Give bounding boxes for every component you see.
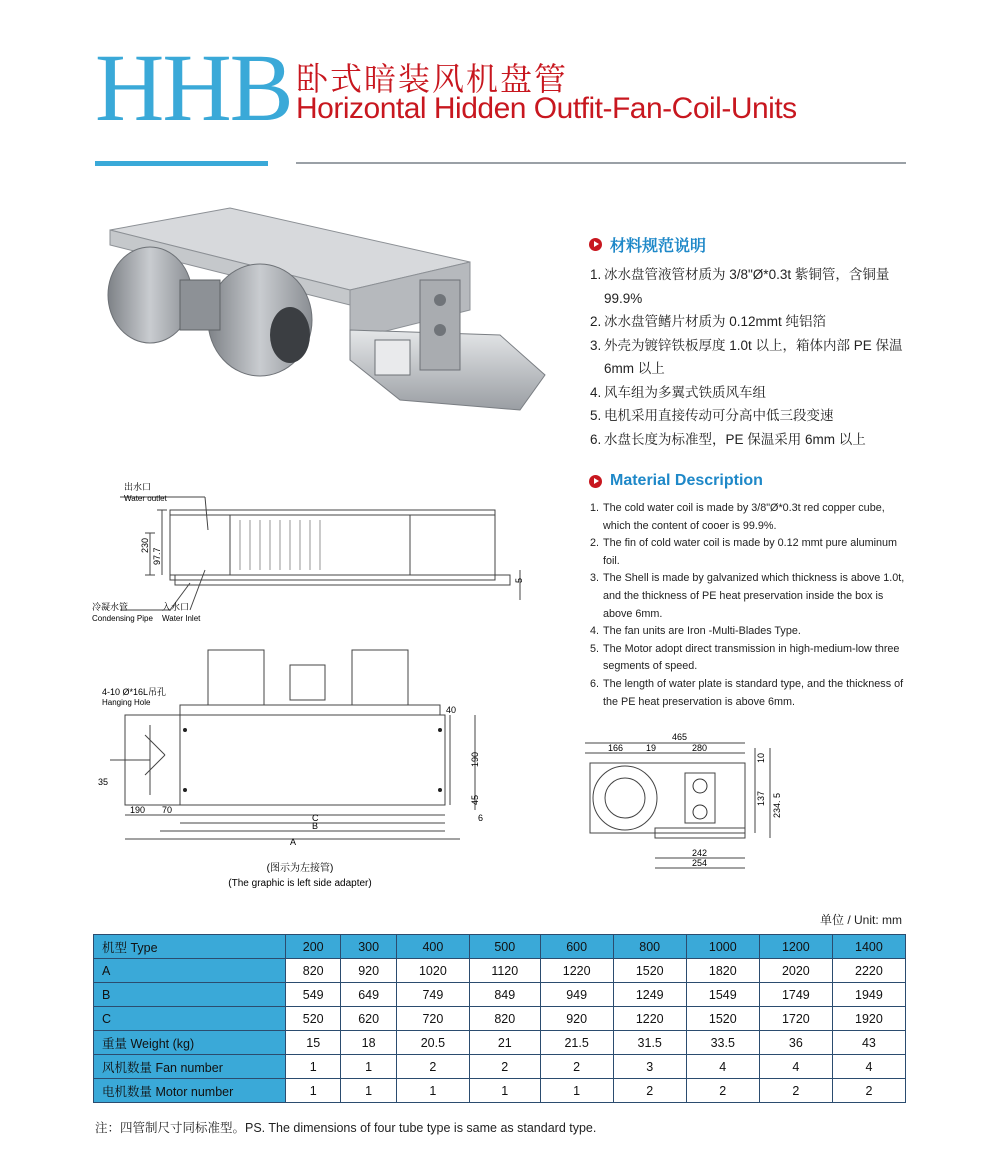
material-en-list xyxy=(590,500,908,711)
hanging-hole-en: Hanging Hole xyxy=(102,698,151,707)
row-label: 机型 Type xyxy=(94,935,286,959)
dim-190h: 190 xyxy=(130,805,146,815)
footnote: 注：四管制尺寸同标准型。PS. The dimensions of four tube type is same as standard type. xyxy=(95,1121,597,1135)
table-cell: 1020 xyxy=(396,959,469,983)
dim-5: 5 xyxy=(514,577,524,583)
material-cn-heading xyxy=(589,233,706,256)
table-cell: 15 xyxy=(286,1031,341,1055)
play-bullet-icon xyxy=(589,475,602,488)
dim-465: 465 xyxy=(672,732,688,742)
table-cell: 43 xyxy=(832,1031,905,1055)
table-cell: 1 xyxy=(469,1079,540,1103)
table-cell: 2 xyxy=(759,1079,832,1103)
caption-cn: (图示为左接管) xyxy=(266,863,334,874)
dim-166: 166 xyxy=(608,743,624,753)
table-cell: 1400 xyxy=(832,935,905,959)
table-cell: 600 xyxy=(540,935,613,959)
table-header-row xyxy=(94,935,906,959)
water-inlet-cn: 入水口 xyxy=(162,602,190,612)
material-en-heading xyxy=(589,472,763,490)
water-outlet-en: Water outlet xyxy=(124,494,167,503)
condensing-pipe-cn: 冷凝水管 xyxy=(92,602,129,612)
table-cell: 1920 xyxy=(832,1007,905,1031)
table-cell: 2 xyxy=(613,1079,686,1103)
table-row xyxy=(94,1055,906,1079)
table-cell: 36 xyxy=(759,1031,832,1055)
table-cell: 2 xyxy=(540,1055,613,1079)
dim-234: 234. 5 xyxy=(772,792,782,818)
list-item: 4. The fan units are Iron -Multi-Blades Type. xyxy=(590,625,801,638)
table-cell: 920 xyxy=(341,959,396,983)
table-cell: 4 xyxy=(759,1055,832,1079)
list-item: 4. 风车组为多翼式铁质风车组 xyxy=(590,384,766,400)
table-cell: 4 xyxy=(832,1055,905,1079)
table-cell: 1 xyxy=(341,1055,396,1079)
table-cell: 1520 xyxy=(686,1007,759,1031)
table-cell: 400 xyxy=(396,935,469,959)
table-cell: 749 xyxy=(396,983,469,1007)
product-photo xyxy=(100,200,550,440)
table-cell: 33.5 xyxy=(686,1031,759,1055)
dim-45: 45 xyxy=(470,794,480,805)
table-cell: 1720 xyxy=(759,1007,832,1031)
table-cell: 1949 xyxy=(832,983,905,1007)
table-cell: 720 xyxy=(396,1007,469,1031)
table-cell: 920 xyxy=(540,1007,613,1031)
table-cell: 21.5 xyxy=(540,1031,613,1055)
table-cell: 620 xyxy=(341,1007,396,1031)
dim-19: 19 xyxy=(646,743,657,753)
table-cell: 820 xyxy=(469,1007,540,1031)
unit-note: 单位 / Unit: mm xyxy=(820,913,903,927)
table-cell: 1 xyxy=(540,1079,613,1103)
list-item: 1. The cold water coil is made by 3/8"Ø*0.3t red copper cube, which the content of cooer is 99.9%. xyxy=(590,502,885,532)
list-item: 6. 水盘长度为标准型，PE 保温采用 6mm 以上 xyxy=(590,431,866,447)
table-cell: 1000 xyxy=(686,935,759,959)
table-row xyxy=(94,1079,906,1103)
table-cell: 820 xyxy=(286,959,341,983)
row-label: B xyxy=(94,983,286,1007)
list-item: 2. 冰水盘管鳍片材质为 0.12mmt 纯铝箔 xyxy=(590,314,827,329)
table-cell: 949 xyxy=(540,983,613,1007)
table-row xyxy=(94,983,906,1007)
material-cn-heading-text: 材料规范说明 xyxy=(610,238,707,255)
table-cell: 1249 xyxy=(613,983,686,1007)
table-cell: 1820 xyxy=(686,959,759,983)
list-item: 3. The Shell is made by galvanized which thickness is above 1.0t, and the thickness of PE heat preservation inside the box is above 6mm. xyxy=(590,572,905,620)
table-cell: 1549 xyxy=(686,983,759,1007)
table-cell: 849 xyxy=(469,983,540,1007)
table-cell: 649 xyxy=(341,983,396,1007)
table-cell: 21 xyxy=(469,1031,540,1055)
table-cell: 200 xyxy=(286,935,341,959)
dim-230: 230 xyxy=(140,537,150,553)
list-item: 5. 电机采用直接传动可分高中低三段变速 xyxy=(590,408,834,423)
material-en-heading-text: Material Description xyxy=(610,472,763,489)
table-cell: 20.5 xyxy=(396,1031,469,1055)
end-view-drawing xyxy=(580,728,790,876)
dim-40: 40 xyxy=(446,705,457,715)
dim-70: 70 xyxy=(162,805,173,815)
table-cell: 549 xyxy=(286,983,341,1007)
table-row xyxy=(94,1031,906,1055)
table-cell: 520 xyxy=(286,1007,341,1031)
dim-a: A xyxy=(290,837,297,847)
table-cell: 1520 xyxy=(613,959,686,983)
row-label: 电机数量 Motor number xyxy=(94,1079,286,1103)
table-cell: 1120 xyxy=(469,959,540,983)
row-label: 风机数量 Fan number xyxy=(94,1055,286,1079)
dim-c: C xyxy=(312,813,319,823)
table-cell: 2 xyxy=(396,1055,469,1079)
table-cell: 800 xyxy=(613,935,686,959)
table-cell: 1 xyxy=(396,1079,469,1103)
dim-137: 137 xyxy=(756,790,766,806)
table-cell: 3 xyxy=(613,1055,686,1079)
top-view-drawing xyxy=(90,645,500,890)
list-item: 1. 冰水盘管液管材质为 3/8"Ø*0.3t 紫铜管，含铜量 99.9% xyxy=(590,267,890,306)
table-cell: 2 xyxy=(686,1079,759,1103)
table-cell: 1749 xyxy=(759,983,832,1007)
list-item: 6. The length of water plate is standard type, and the thickness of the PE heat preservation is above 6mm. xyxy=(590,677,904,708)
side-view-drawing xyxy=(90,475,540,630)
table-row xyxy=(94,1007,906,1031)
dim-242: 242 xyxy=(692,848,708,858)
play-bullet-icon xyxy=(589,238,602,251)
dim-10: 10 xyxy=(756,752,766,763)
table-row xyxy=(94,959,906,983)
water-outlet-cn: 出水口 xyxy=(124,482,152,492)
table-cell: 18 xyxy=(341,1031,396,1055)
table-cell: 2 xyxy=(832,1079,905,1103)
list-item: 2. The fin of cold water coil is made by 0.12 mmt pure aluminum foil. xyxy=(590,537,898,567)
table-cell: 2 xyxy=(469,1055,540,1079)
table-cell: 2020 xyxy=(759,959,832,983)
condensing-pipe-en: Condensing Pipe xyxy=(92,614,153,623)
header-rule-blue xyxy=(95,161,268,166)
material-cn-list xyxy=(590,263,910,451)
table-cell: 1 xyxy=(341,1079,396,1103)
table-cell: 1 xyxy=(286,1055,341,1079)
page-title-en: Horizontal Hidden Outfit-Fan-Coil-Units xyxy=(296,92,797,125)
table-cell: 31.5 xyxy=(613,1031,686,1055)
row-label: C xyxy=(94,1007,286,1031)
list-item: 3. 外壳为镀锌铁板厚度 1.0t 以上，箱体内部 PE 保温 6mm 以上 xyxy=(590,337,903,376)
list-item: 5. The Motor adopt direct transmission in high-medium-low three segments of speed. xyxy=(590,642,900,673)
water-inlet-en: Water Inlet xyxy=(162,614,201,623)
dim-b: B xyxy=(312,821,319,831)
table-cell: 1200 xyxy=(759,935,832,959)
dim-6: 6 xyxy=(478,813,484,823)
spec-table xyxy=(93,934,906,1103)
table-cell: 1220 xyxy=(613,1007,686,1031)
row-label: 重量 Weight (kg) xyxy=(94,1031,286,1055)
table-cell: 300 xyxy=(341,935,396,959)
table-cell: 1220 xyxy=(540,959,613,983)
caption-en: (The graphic is left side adapter) xyxy=(228,878,372,889)
hanging-hole-label: 4-10 Ø*16L吊孔 xyxy=(102,687,167,697)
table-cell: 4 xyxy=(686,1055,759,1079)
table-cell: 1 xyxy=(286,1079,341,1103)
header-rule-gray xyxy=(296,162,906,164)
model-code: HHB xyxy=(95,34,292,141)
dim-97: 97.7 xyxy=(152,547,162,565)
table-cell: 2220 xyxy=(832,959,905,983)
dim-280: 280 xyxy=(692,743,708,753)
page-title-cn: 卧式暗装风机盘管 xyxy=(296,61,569,97)
dim-254: 254 xyxy=(692,858,708,868)
dim-35: 35 xyxy=(98,777,109,787)
dim-190v: 190 xyxy=(470,751,480,767)
row-label: A xyxy=(94,959,286,983)
table-cell: 500 xyxy=(469,935,540,959)
